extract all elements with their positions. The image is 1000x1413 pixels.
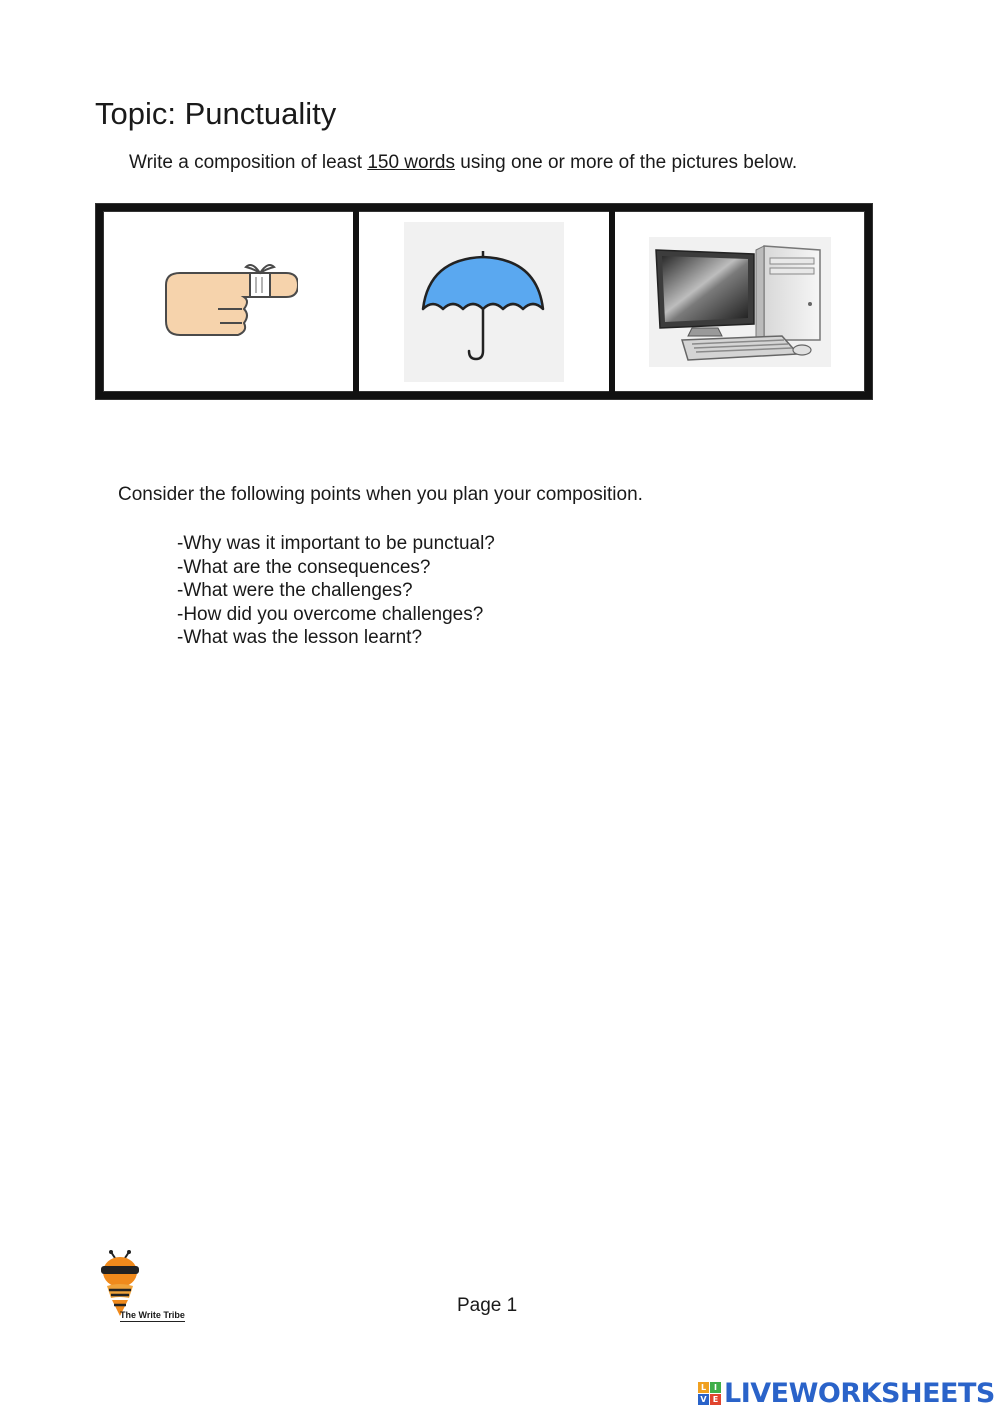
- list-item: -What are the consequences?: [177, 556, 431, 578]
- consider-text: Consider the following points when you plan your composition.: [118, 484, 643, 505]
- desktop-computer-icon: [652, 240, 828, 364]
- picture-cell-finger: [103, 211, 353, 392]
- badge-letter: E: [710, 1394, 721, 1405]
- page-number: Page 1: [457, 1295, 518, 1316]
- picture-cell-computer: [609, 211, 865, 392]
- badge-letter: I: [710, 1382, 721, 1393]
- umbrella-icon: [419, 237, 549, 367]
- list-item: -What was the lesson learnt?: [177, 627, 423, 648]
- liveworksheets-text: LIVEWORKSHEETS: [724, 1377, 995, 1409]
- list-item: -What were the challenges?: [177, 580, 413, 601]
- liveworksheets-badge: [698, 1382, 721, 1405]
- word-count-requirement: 150 words: [367, 152, 455, 173]
- badge-letter: V: [698, 1394, 709, 1405]
- list-item: -Why was it important to be punctual?: [177, 533, 495, 554]
- liveworksheets-watermark[interactable]: [698, 1377, 995, 1409]
- logo-text: The Write Tribe: [120, 1310, 185, 1320]
- instruction-text: [129, 152, 797, 174]
- bandaged-finger-icon: [158, 257, 298, 347]
- picture-panel: [96, 204, 872, 399]
- list-item: -How did you overcome challenges?: [177, 603, 484, 625]
- instruction-after: using one or more of the pictures below.: [454, 152, 798, 173]
- page-title: Topic: Punctuality: [95, 96, 337, 131]
- instruction-before: Write a composition of least: [129, 152, 368, 173]
- picture-cell-umbrella: [353, 211, 609, 392]
- points-list: [177, 532, 495, 650]
- badge-letter: L: [698, 1382, 709, 1393]
